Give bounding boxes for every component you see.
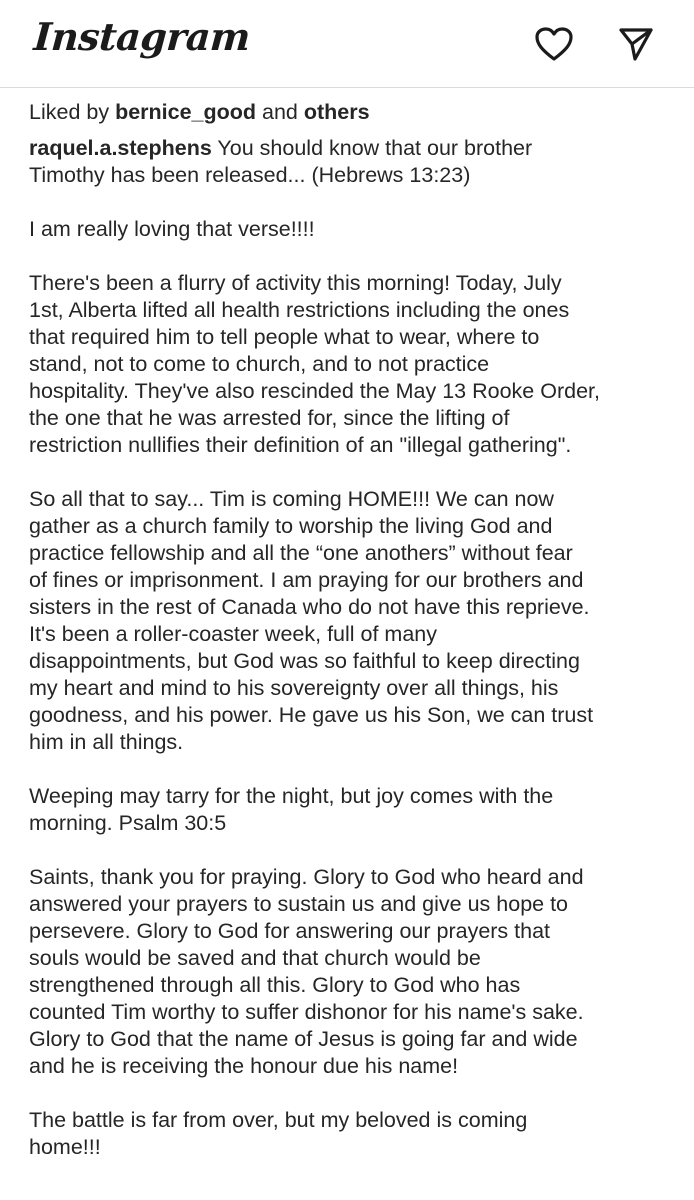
heart-icon[interactable] xyxy=(532,22,576,66)
liked-by-user[interactable]: bernice_good xyxy=(115,100,257,124)
caption-first-text: You should know that our brother Timothy has been released... (Hebrews 13:23) xyxy=(29,136,533,187)
instagram-logo[interactable]: Instagram xyxy=(32,14,252,59)
post-content xyxy=(29,99,669,1188)
caption-paragraph: There's been a flurry of activity this morning! Today, July 1st, Alberta lifted all health restrictions including the ones that required him to tell people what to wear, where to stand, not to come to church, and to not practice hospitality. They've also rescinded the May 13 Rooke Order, the one that he was arrested for, since the lifting of restriction nullifies their definition of an "illegal gathering". xyxy=(29,271,600,457)
caption-paragraph: So all that to say... Tim is coming HOME!!! We can now gather as a church family to worship the living God and practice fellowship and all the “one anothers” without fear of fines or imprisonment. I am praying for our brothers and sisters in the rest of Canada who do not have this reprieve. It's been a roller-coaster week, full of many disappointments, but God was so faithful to keep directing my heart and mind to his sovereignty over all things, his goodness, and his power. He gave us his Son, we can trust him in all things. xyxy=(29,487,594,754)
caption-paragraph: Weeping may tarry for the night, but joy comes with the morning. Psalm 30:5 xyxy=(29,784,554,835)
send-icon[interactable] xyxy=(614,22,658,66)
caption xyxy=(29,135,669,1161)
heart-icon-graphic xyxy=(534,26,574,62)
caption-paragraph: I am really loving that verse!!!! xyxy=(29,217,315,241)
likes-line xyxy=(29,99,669,126)
top-bar xyxy=(0,0,694,88)
caption-paragraph: The battle is far from over, but my beloved is coming home!!! xyxy=(29,1108,528,1159)
liked-by-others[interactable]: others xyxy=(303,100,370,124)
send-icon-graphic xyxy=(617,25,655,63)
likes-middle: and xyxy=(256,100,304,124)
caption-first-line xyxy=(29,135,669,189)
likes-prefix: Liked by xyxy=(29,100,116,124)
post-username[interactable]: raquel.a.stephens xyxy=(29,136,212,160)
caption-paragraph: Saints, thank you for praying. Glory to God who heard and answered your prayers to sustain us and give us hope to persevere. Glory to God for answering our prayers that souls would be saved and that church would be strengthened through all this. Glory to God who has counted Tim worthy to suffer dishonor for his name's sake. Glory to God that the name of Jesus is going far and wide and he is receiving the honour due his name! xyxy=(29,865,584,1078)
